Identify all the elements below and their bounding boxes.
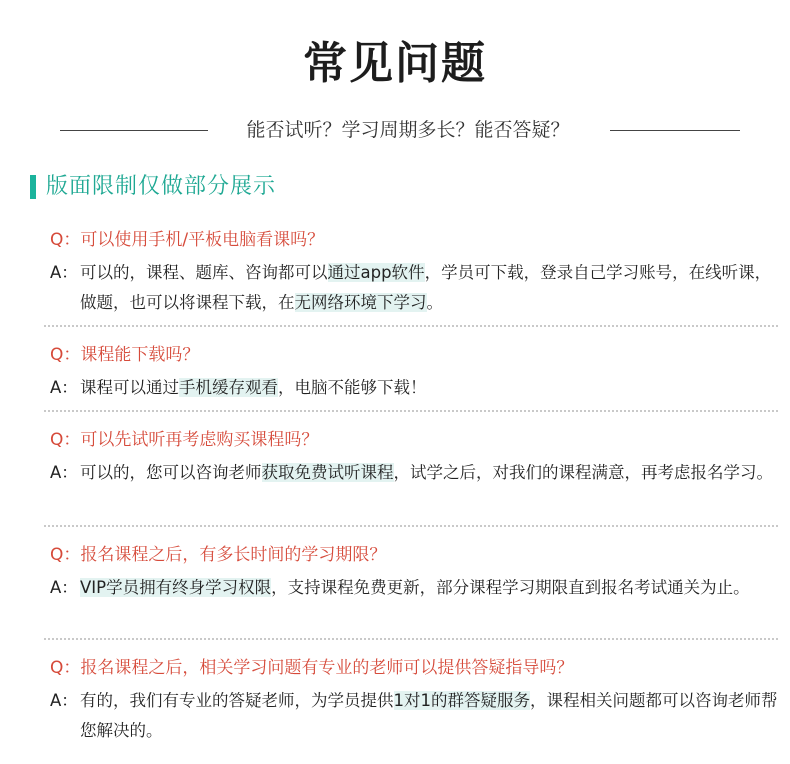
answer-text <box>80 373 778 403</box>
answer-label: A： <box>50 463 78 482</box>
page-subtitle: 能否试听？学习周期多长？能否答疑？ <box>246 119 570 141</box>
faq-item <box>50 341 778 403</box>
answer-text-part: 课程可以通过 <box>80 378 179 397</box>
faq-question: Q：可以使用手机/平板电脑看课吗？ <box>50 230 325 250</box>
answer-text <box>80 686 778 746</box>
faq-answer <box>50 373 778 403</box>
faq-divider <box>44 638 778 640</box>
answer-text <box>80 458 778 488</box>
answer-text-part: 可以的，您可以咨询老师 <box>80 463 262 482</box>
faq-divider <box>44 325 778 327</box>
section-header <box>30 172 276 202</box>
answer-highlight: 通过app软件 <box>327 263 425 282</box>
answer-highlight: 手机缓存观看 <box>179 378 278 397</box>
faq-question: Q：可以先试听再考虑购买课程吗？ <box>50 430 319 450</box>
answer-text-part: ，课程相关问题都可以咨询老师帮您解决的。 <box>80 691 778 740</box>
faq-item <box>50 426 778 488</box>
answer-highlight: 获取免费试听课程 <box>261 463 394 482</box>
answer-label: A： <box>50 691 78 710</box>
answer-label: A： <box>50 578 78 597</box>
faq-answer <box>50 686 778 746</box>
answer-text <box>80 258 778 318</box>
answer-text-part: 有的，我们有专业的答疑老师，为学员提供 <box>80 691 394 710</box>
section-accent-bar <box>30 175 36 199</box>
subtitle-right-divider <box>610 130 740 131</box>
subtitle-row <box>0 112 790 148</box>
answer-text-part: ，试学之后，对我们的课程满意，再考虑报名学习。 <box>393 463 773 482</box>
answer-text-part: ，电脑不能够下载！ <box>278 378 427 397</box>
answer-text <box>80 573 778 603</box>
answer-highlight: 无网络环境下学习 <box>294 293 427 312</box>
faq-answer <box>50 573 778 603</box>
section-title: 版面限制仅做部分展示 <box>46 174 277 199</box>
faq-question: Q：课程能下载吗？ <box>50 345 200 365</box>
page-title: 常见问题 <box>303 38 487 89</box>
answer-text-part: ，支持课程免费更新，部分课程学习期限直到报名考试通关为止。 <box>271 578 750 597</box>
faq-answer <box>50 458 778 488</box>
faq-divider <box>44 525 778 527</box>
faq-question: Q：报名课程之后，相关学习问题有专业的老师可以提供答疑指导吗？ <box>50 658 574 678</box>
faq-question: Q：报名课程之后，有多长时间的学习期限？ <box>50 545 387 565</box>
answer-text-part: 可以的，课程、题库、咨询都可以 <box>80 263 328 282</box>
faq-item <box>50 226 778 318</box>
answer-label: A： <box>50 263 78 282</box>
faq-answer <box>50 258 778 318</box>
subtitle-left-divider <box>60 130 208 131</box>
faq-item <box>50 654 778 746</box>
answer-highlight: VIP学员拥有终身学习权限 <box>80 578 272 597</box>
answer-label: A： <box>50 378 78 397</box>
answer-highlight: 1对1的群答疑服务 <box>393 691 530 710</box>
faq-divider <box>44 410 778 412</box>
faq-item <box>50 541 778 603</box>
answer-text-part: ，学员可下载，登录自己学习账号，在线听课，做题，也可以将课程下载，在 <box>80 263 772 312</box>
answer-text-part: 。 <box>426 293 443 312</box>
